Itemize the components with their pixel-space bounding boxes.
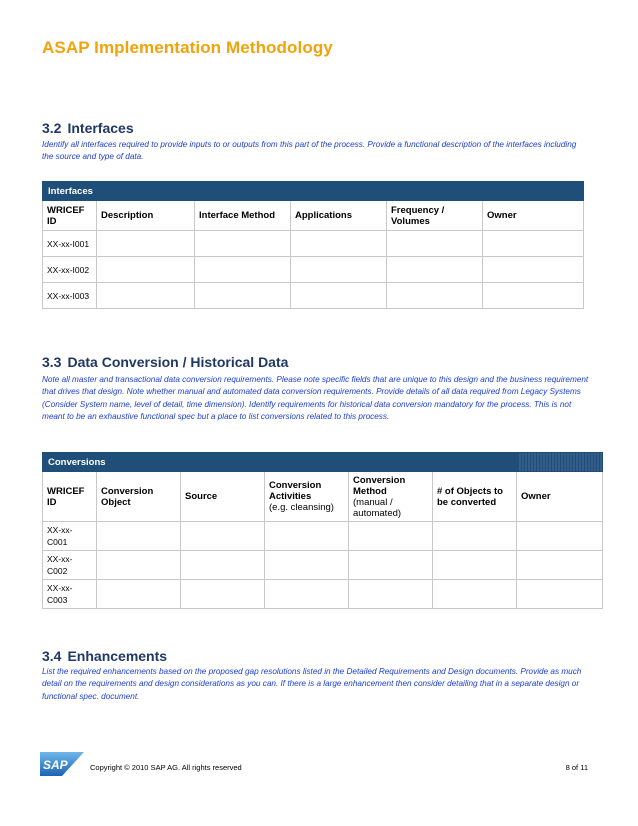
table-cell[interactable] bbox=[291, 257, 387, 283]
table-cell[interactable] bbox=[483, 257, 584, 283]
table-caption: Conversions bbox=[43, 453, 517, 472]
section-title: Enhancements bbox=[67, 648, 168, 664]
table-row bbox=[43, 580, 603, 609]
table-cell[interactable] bbox=[517, 551, 603, 580]
section-number: 3.3 bbox=[42, 354, 62, 370]
table-cell[interactable] bbox=[349, 522, 433, 551]
table-cell[interactable] bbox=[349, 580, 433, 609]
column-header-label: # of Objects to be converted bbox=[437, 485, 503, 508]
footer-copyright: Copyright © 2010 SAP AG. All rights reserved bbox=[90, 763, 242, 772]
table-cell[interactable] bbox=[291, 283, 387, 309]
column-header bbox=[433, 472, 517, 522]
table-cell[interactable] bbox=[387, 257, 483, 283]
column-header: Applications bbox=[291, 201, 387, 231]
table-cell[interactable] bbox=[195, 283, 291, 309]
table-cell[interactable] bbox=[349, 551, 433, 580]
column-header bbox=[349, 472, 433, 522]
column-header-label: WRICEF ID bbox=[47, 485, 85, 508]
column-header-label: Owner bbox=[521, 491, 551, 502]
table-cell[interactable] bbox=[181, 580, 265, 609]
column-header-note: (manual / automated) bbox=[353, 496, 402, 519]
table-cell[interactable] bbox=[97, 283, 195, 309]
table-cell[interactable] bbox=[97, 551, 181, 580]
table-caption-fill bbox=[517, 453, 603, 472]
table-cell[interactable] bbox=[483, 283, 584, 309]
section-number: 3.2 bbox=[42, 120, 62, 136]
column-header: Description bbox=[97, 201, 195, 231]
column-header: Owner bbox=[483, 201, 584, 231]
column-header: Interface Method bbox=[195, 201, 291, 231]
table-caption: Interfaces bbox=[43, 182, 584, 201]
table-header-row bbox=[43, 201, 584, 231]
column-header-label: Conversion Object bbox=[101, 485, 154, 508]
table-cell-id[interactable]: XX-xx-C003 bbox=[43, 580, 97, 609]
table-cell[interactable] bbox=[265, 551, 349, 580]
column-header bbox=[43, 472, 97, 522]
section-heading-conversion bbox=[42, 354, 288, 370]
table-cell[interactable] bbox=[433, 551, 517, 580]
table-cell[interactable] bbox=[433, 522, 517, 551]
table-cell-id[interactable]: XX-xx-I001 bbox=[43, 231, 97, 257]
column-header-label: Conversion Activities bbox=[269, 480, 322, 502]
table-cell[interactable] bbox=[517, 522, 603, 551]
table-cell[interactable] bbox=[517, 580, 603, 609]
table-row bbox=[43, 257, 584, 283]
table-caption-row bbox=[43, 182, 584, 201]
section-title: Data Conversion / Historical Data bbox=[67, 354, 289, 370]
document-title: ASAP Implementation Methodology bbox=[42, 38, 333, 57]
section-heading-interfaces bbox=[42, 120, 134, 136]
table-cell[interactable] bbox=[97, 522, 181, 551]
section-title: Interfaces bbox=[67, 120, 134, 136]
table-cell[interactable] bbox=[181, 522, 265, 551]
table-cell[interactable] bbox=[195, 231, 291, 257]
table-cell-id[interactable]: XX-xx-I002 bbox=[43, 257, 97, 283]
section-description-conversion: Note all master and transactional data conversion requirements. Please note specific fields that are unique to this design and the business requirement that drives that design. Note whether manual and automated data conversion requirements. Provide details of all data required from Legacy Systems (Consider System name, level of detail, time dimension). Identify requirements for historical data conversion mandatory for the process. This is not meant to be an exhaustive functional spec but a place to list conversions related to this process. bbox=[42, 375, 589, 421]
table-row bbox=[43, 283, 584, 309]
section-description-enhancements: List the required enhancements based on the proposed gap resolutions listed in the Detailed Requirements and Design documents. Provide as much detail on the requirements and design considerations as you can. If there is a large enhancement then consider detailing that in a separate design or functional spec. document. bbox=[42, 667, 582, 701]
table-cell[interactable] bbox=[265, 580, 349, 609]
table-cell[interactable] bbox=[387, 283, 483, 309]
column-header bbox=[181, 472, 265, 522]
table-cell[interactable] bbox=[181, 551, 265, 580]
column-header bbox=[97, 472, 181, 522]
column-header-label: Conversion Method bbox=[353, 474, 406, 497]
table-row bbox=[43, 231, 584, 257]
section-number: 3.4 bbox=[42, 648, 62, 664]
table-cell[interactable] bbox=[97, 257, 195, 283]
column-header bbox=[517, 472, 603, 522]
table-cell[interactable] bbox=[433, 580, 517, 609]
table-header-row bbox=[43, 472, 603, 522]
table-row bbox=[43, 551, 603, 580]
sap-logo-icon bbox=[40, 752, 84, 776]
section-heading-enhancements bbox=[42, 648, 167, 664]
table-cell[interactable] bbox=[291, 231, 387, 257]
column-header bbox=[265, 472, 349, 522]
column-header: Frequency / Volumes bbox=[387, 201, 483, 231]
table-cell-id[interactable]: XX-xx-C001 bbox=[43, 522, 97, 551]
column-header-label: Source bbox=[185, 491, 218, 502]
table-cell[interactable] bbox=[97, 580, 181, 609]
conversions-table bbox=[42, 452, 603, 609]
sap-logo-text: SAP bbox=[43, 758, 68, 772]
table-row bbox=[43, 522, 603, 551]
interfaces-table bbox=[42, 181, 584, 309]
section-description-interfaces: Identify all interfaces required to provide inputs to or outputs from this part of the process. Provide a functional description of the interfaces including the source and type of data. bbox=[42, 140, 577, 162]
table-cell-id[interactable]: XX-xx-I003 bbox=[43, 283, 97, 309]
table-cell[interactable] bbox=[265, 522, 349, 551]
table-cell[interactable] bbox=[483, 231, 584, 257]
footer-page-number: 8 of 11 bbox=[565, 763, 588, 772]
table-cell[interactable] bbox=[387, 231, 483, 257]
table-cell[interactable] bbox=[195, 257, 291, 283]
table-caption-row bbox=[43, 453, 603, 472]
column-header: WRICEF ID bbox=[43, 201, 97, 231]
table-cell-id[interactable]: XX-xx-C002 bbox=[43, 551, 97, 580]
column-header-note: (e.g. cleansing) bbox=[269, 502, 334, 513]
table-cell[interactable] bbox=[97, 231, 195, 257]
